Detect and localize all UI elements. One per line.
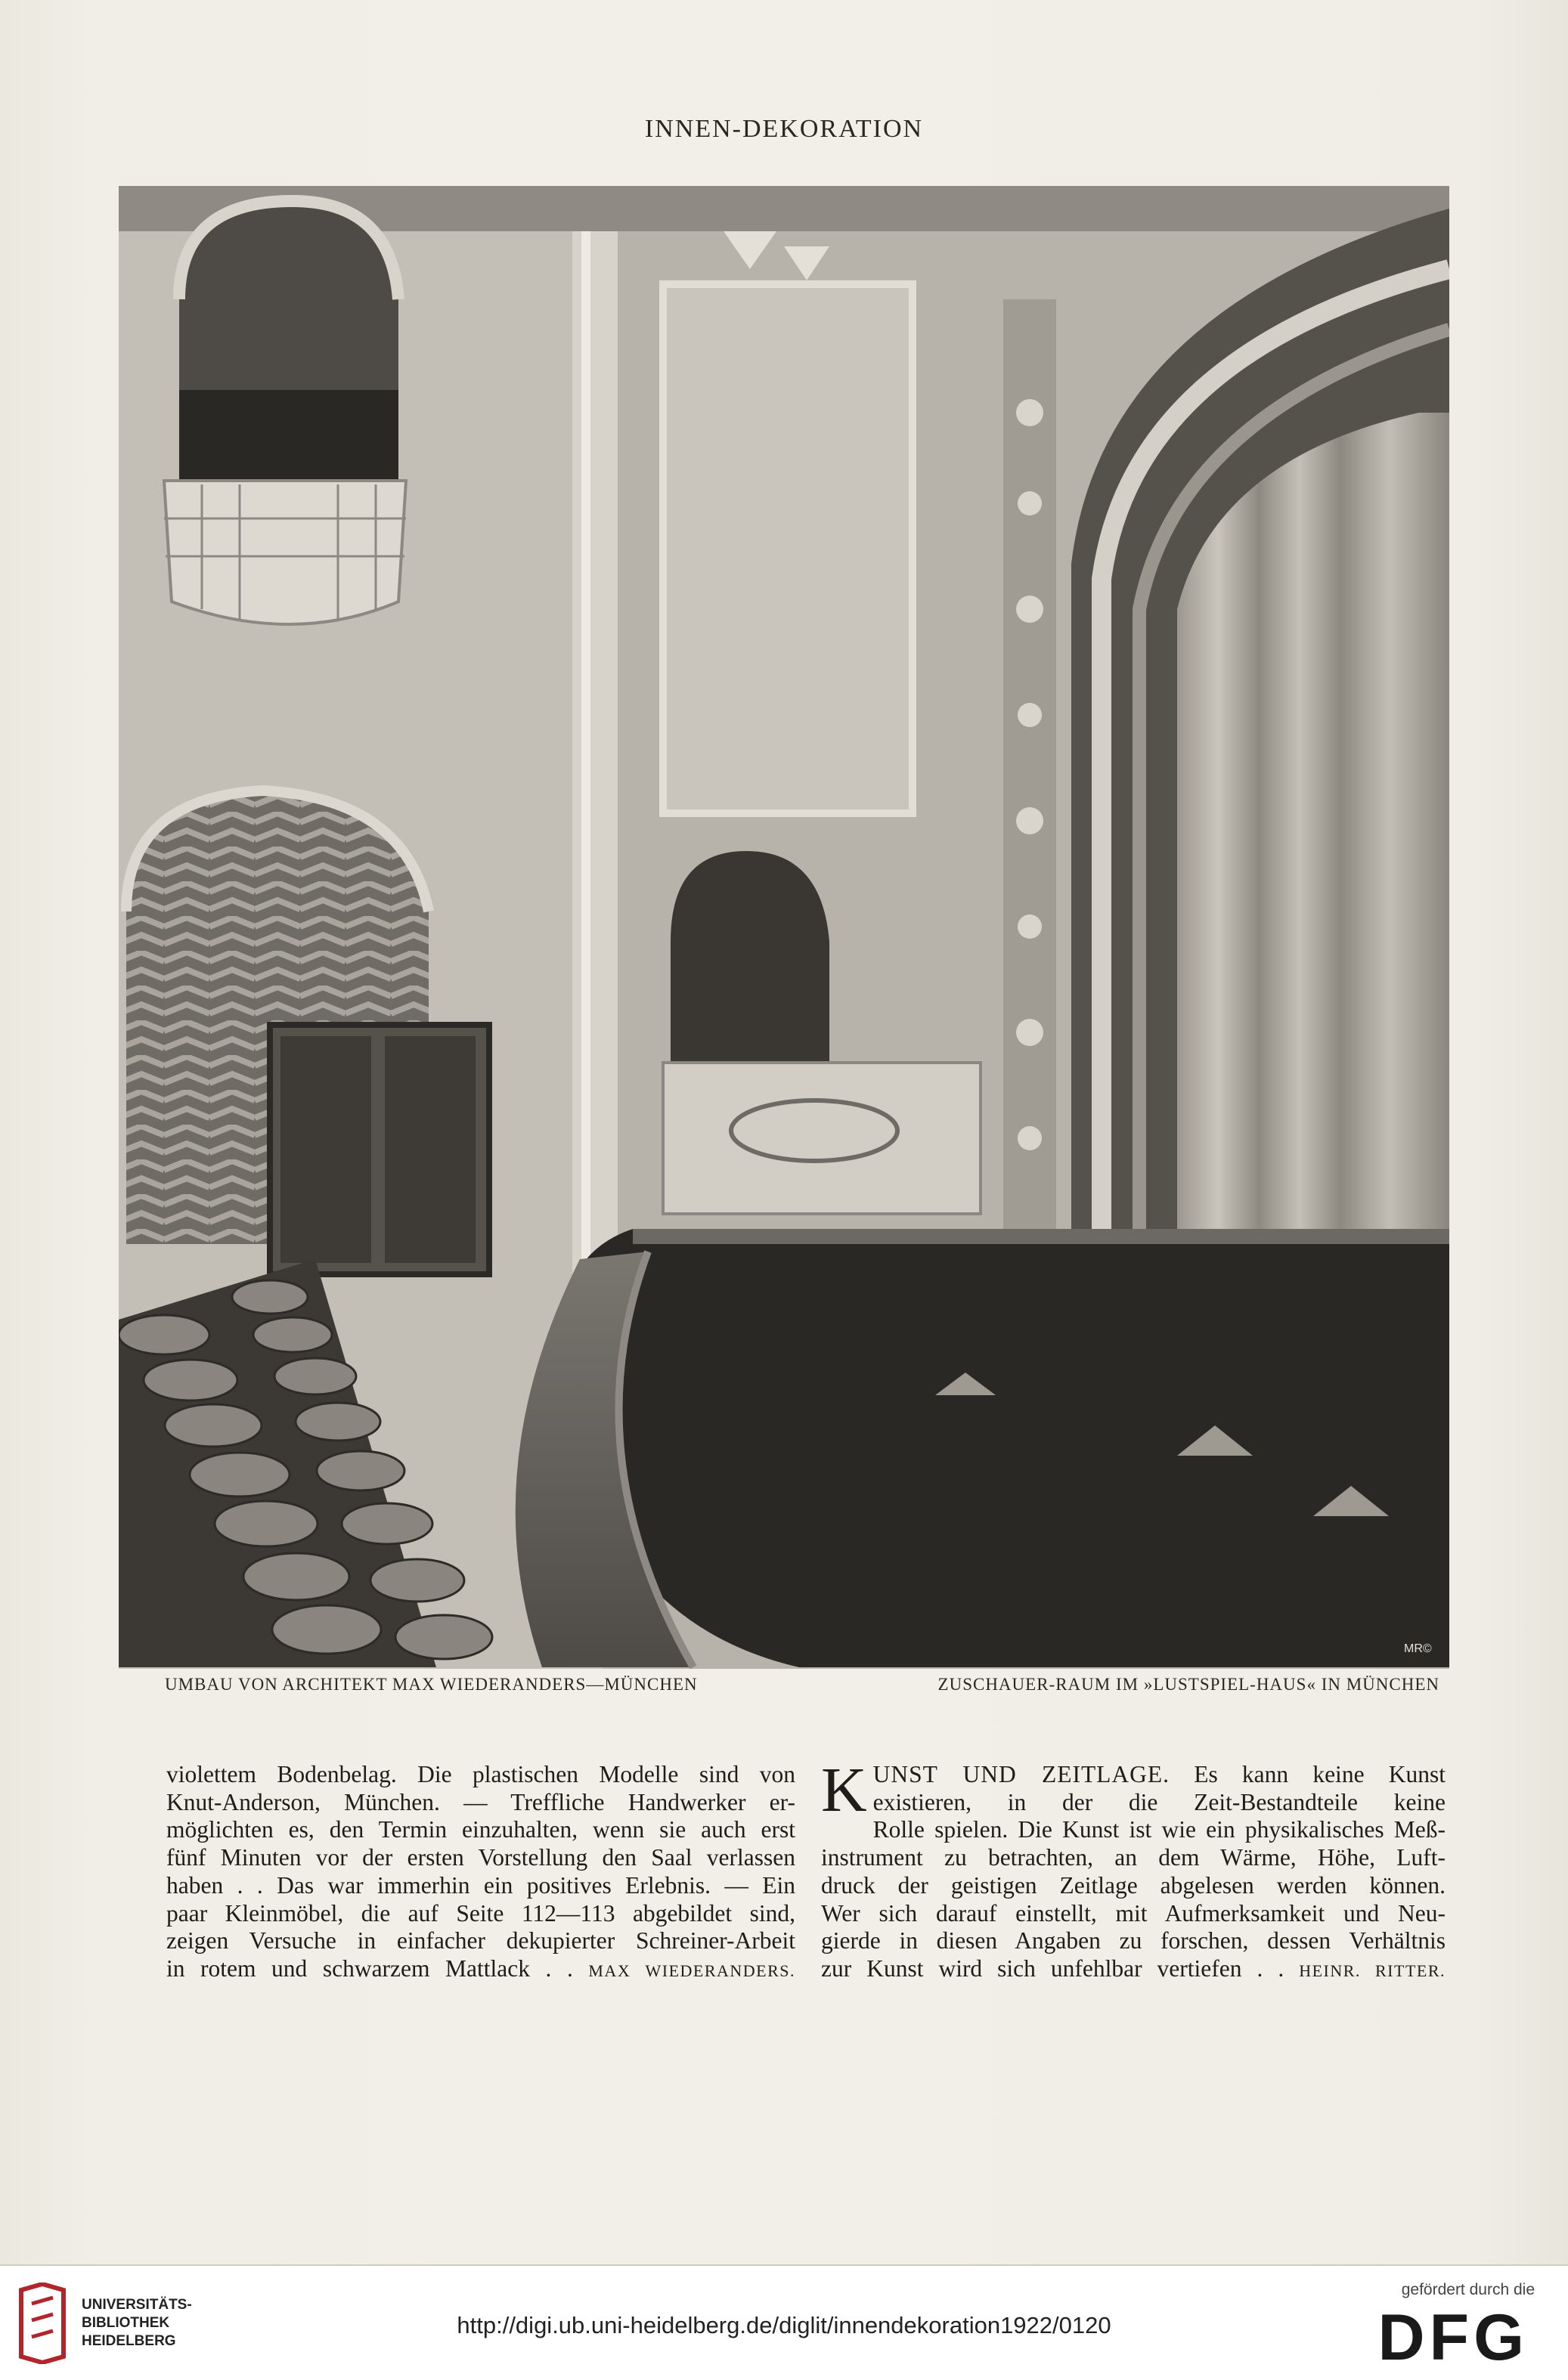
last-line-text: in rotem und schwarzem Mattlack . . bbox=[166, 1954, 573, 1982]
permalink-url[interactable]: http://digi.ub.uni-heidelberg.de/diglit/innendekoration1922/0120 bbox=[457, 2312, 1111, 2338]
last-line-text: zur Kunst wird sich unfehlbar vertiefen . . bbox=[821, 1954, 1284, 1982]
digitization-footer bbox=[0, 2264, 1568, 2380]
text-line: Knut-Anderson, München. — Treffliche Handwerker er- bbox=[166, 1788, 795, 1815]
text-line: fünf Minuten vor der ersten Vorstellung den Saal verlassen bbox=[166, 1844, 795, 1871]
right-text-column bbox=[821, 1755, 1446, 1985]
drop-cap: K bbox=[821, 1755, 867, 1825]
text-line: gierde in diesen Angaben zu forschen, dessen Verhältnis bbox=[821, 1927, 1446, 1954]
caption-right: ZUSCHAUER-RAUM IM »LUSTSPIEL-HAUS« IN MÜNCHEN bbox=[937, 1675, 1439, 1694]
text-line: paar Kleinmöbel, die auf Seite 112—113 abgebildet sind, bbox=[166, 1899, 795, 1927]
photographer-monogram: MR© bbox=[1404, 1642, 1432, 1655]
text-line: Wer sich darauf einstellt, mit Aufmerksamkeit und Neu- bbox=[821, 1899, 1446, 1927]
text-line: Rolle spielen. Die Kunst ist wie ein physikalisches Meß- bbox=[872, 1816, 1446, 1843]
dfg-logo: DFG bbox=[1377, 2301, 1529, 2374]
library-name-line: UNIVERSITÄTS- bbox=[82, 2297, 192, 2313]
library-name-line: HEIDELBERG bbox=[82, 2333, 176, 2349]
text-line: existieren, in der die Zeit-Bestandteile keine bbox=[872, 1788, 1446, 1815]
text-line-start: Es kann keine Kunst bbox=[1194, 1761, 1446, 1787]
funded-by-label: gefördert durch die bbox=[1401, 2281, 1535, 2298]
text-line: zeigen Versuche in einfacher dekupierter Schreiner-Arbeit bbox=[166, 1927, 795, 1954]
text-line: instrument zu betrachten, an dem Wärme, Höhe, Luft- bbox=[821, 1844, 1446, 1871]
author-signature: MAX WIEDERANDERS. bbox=[588, 1961, 795, 1980]
library-name-line: BIBLIOTHEK bbox=[82, 2315, 170, 2331]
author-signature: HEINR. RITTER. bbox=[1299, 1961, 1446, 1980]
heading-line bbox=[873, 1761, 1446, 1789]
theatre-photograph bbox=[119, 186, 1449, 1669]
left-text-column bbox=[166, 1761, 795, 1985]
running-head: INNEN-DEKORATION bbox=[644, 115, 924, 143]
section-heading: UNST UND ZEITLAGE. bbox=[872, 1761, 1170, 1787]
text-line: möglichten es, den Termin einzuhalten, wenn sie auch erst bbox=[166, 1816, 795, 1843]
text-line-last bbox=[166, 1955, 795, 1985]
text-line: druck der geistigen Zeitlage abgelesen werden können. bbox=[821, 1871, 1446, 1899]
text-line: violettem Bodenbelag. Die plastischen Modelle sind von bbox=[166, 1761, 795, 1787]
caption-left: UMBAU VON ARCHITEKT MAX WIEDERANDERS—MÜNCHEN bbox=[165, 1675, 698, 1694]
text-line: haben . . Das war immerhin ein positives Erlebnis. — Ein bbox=[166, 1871, 795, 1899]
theatre-interior-illustration bbox=[119, 186, 1449, 1669]
text-line-last bbox=[821, 1955, 1446, 1985]
